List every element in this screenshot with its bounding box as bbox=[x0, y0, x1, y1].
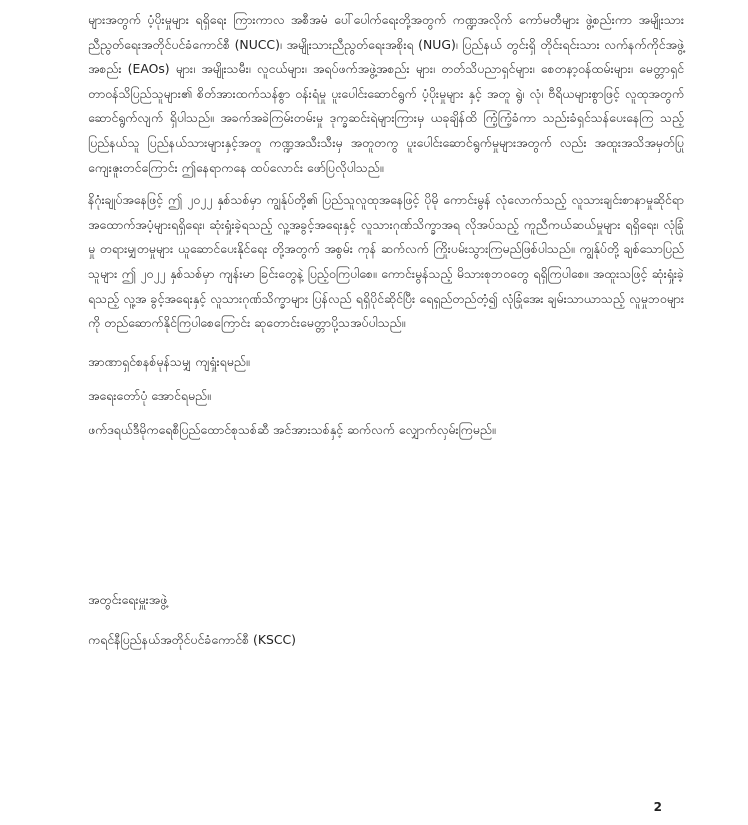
body-paragraph-2: နိဂုံးချုပ်အနေဖြင့် ဤ ၂၀၂၂ နှစ်သစ်မှာ ကျွန်ုပ်တို့၏ ပြည်သူလူထုအနေဖြင့် ပိုမို ကောင်းမွန် လုံလောက်သည့် လူသားချင်းစာနာမှုဆိုင်ရာအထောက်အပံ့များရရှိရေး၊ ဆုံးရှုံးခဲ့ရသည့် လူ့အခွင့်အရေးနှင့် လူသားဂုဏ်သိက္ခာအရ လိုအပ်သည့် ကူညီကယ်ဆယ်မှုများ ရရှိရေး၊ လုံခြုံမှု တရားမျှတမှုများ ယူဆောင်ပေးနိုင်ရေး တို့အတွက် အစွမ်း ကုန် ဆက်လက် ကြိုးပမ်းသွားကြမည်ဖြစ်ပါသည်။ ကျွန်ုပ်တို့ ချစ်သောပြည်သူများ ဤ ၂၀၂၂ နှစ်သစ်မှာ ကျန်းမာ ခြင်းတွေနဲ့ ပြည့်ဝကြပါစေ။ ကောင်းမွန်သည့် မိသားစုဘဝတွေ ရရှိကြပါစေ။ အထူးသဖြင့် ဆုံးရှုံးခဲ့ရသည့် လူ့အ ခွင့်အရေးနှင့် လူသားဂုဏ်သိက္ခာများ ပြန်လည် ရရှိပိုင်ဆိုင်ပြီး ရေရှည်တည်တံ့၍ လုံခြုံအေး ချမ်းသာယာသည့် လူမှုဘဝများကို တည်ဆောက်နိုင်ကြပါစေကြောင်း ဆုတောင်းမေတ္တာပို့သအပ်ပါသည်။ bbox=[88, 192, 684, 331]
signature-organization: ကရင်နီပြည်နယ်အတိုင်ပင်ခံကောင်စီ (KSCC) bbox=[88, 632, 297, 647]
page-number: 2 bbox=[653, 800, 662, 814]
body-paragraph-1: များအတွက် ပံ့ပိုးမှုများ ရရှိရေး ကြားကာလ အစီအမံ ပေါ်ပေါက်ရေးတို့အတွက် ကဏ္ဍအလိုက် ကော်မတီများ ဖွဲ့စည်းကာ အမျိုးသားညီညွတ်ရေးအတိုင်ပင်ခံကောင်စီ (NUCC)၊ အမျိုးသားညီညွတ်ရေးအစိုးရ (NUG)၊ ပြည်နယ် တွင်းရှိ တိုင်းရင်းသား လက်နက်ကိုင်အဖွဲ့အစည်း (EAOs) များ၊ အမျိုးသမီး၊ လူငယ်များ၊ အရပ်ဖက်အဖွဲ့အစည်း များ၊ တတ်သိပညာရှင်များ၊ စေတနာ့ဝန်ထမ်းများ၊ မေတ္တာရှင် တာဝန်သိပြည်သူများ၏ စိတ်အားထက်သန်စွာ ဝန်းရံမှု ပူးပေါင်းဆောင်ရွက် ပံ့ပိုးမှုများ နှင့် အတူ ရွဲ၊ လုံ၊ ဗီရိယများစွာဖြင့် လူထုအတွက် ဆောင်ရွက်လျက် ရှိပါသည်။ အခက်အခဲကြမ်းတမ်းမှု ဒုက္ခဆင်းရဲများကြားမှ ယခုချိန်ထိ ကြံ့ကြံ့ခံကာ သည်းခံရှင်သန်ပေးနေကြ သည့် ပြည်နယ်သူ ပြည်နယ်သားများနှင့်အတူ ကဏ္ဍအသီးသီးမှ အတူတကွ ပူးပေါင်းဆောင်ရွက်မှုများအတွက် လည်း အထူးအသိအမှတ်ပြု ကျေးဇူးတင်ကြောင်း ဤနေရာကနေ ထပ်လောင်း ဖော်ပြလိုပါသည်။ bbox=[88, 12, 684, 175]
slogan-line-1: အာဏာရှင်စနစ်မုန်သမျှ ကျရှုံးရမည်။ bbox=[88, 353, 250, 369]
signature-block bbox=[88, 588, 296, 668]
signature-office: အတွင်းရေးမှူးအဖွဲ့ bbox=[88, 592, 168, 607]
slogan-line-2: အရေးတော်ပုံ အောင်ရမည်။ bbox=[88, 387, 211, 403]
slogan-line-3: ဖက်ဒရယ်ဒီမိုကရေစီပြည်ထောင်စုသစ်ဆီ အင်အားသစ်နှင့် ဆက်လက် လျှောက်လှမ်းကြမည်။ bbox=[88, 421, 496, 437]
